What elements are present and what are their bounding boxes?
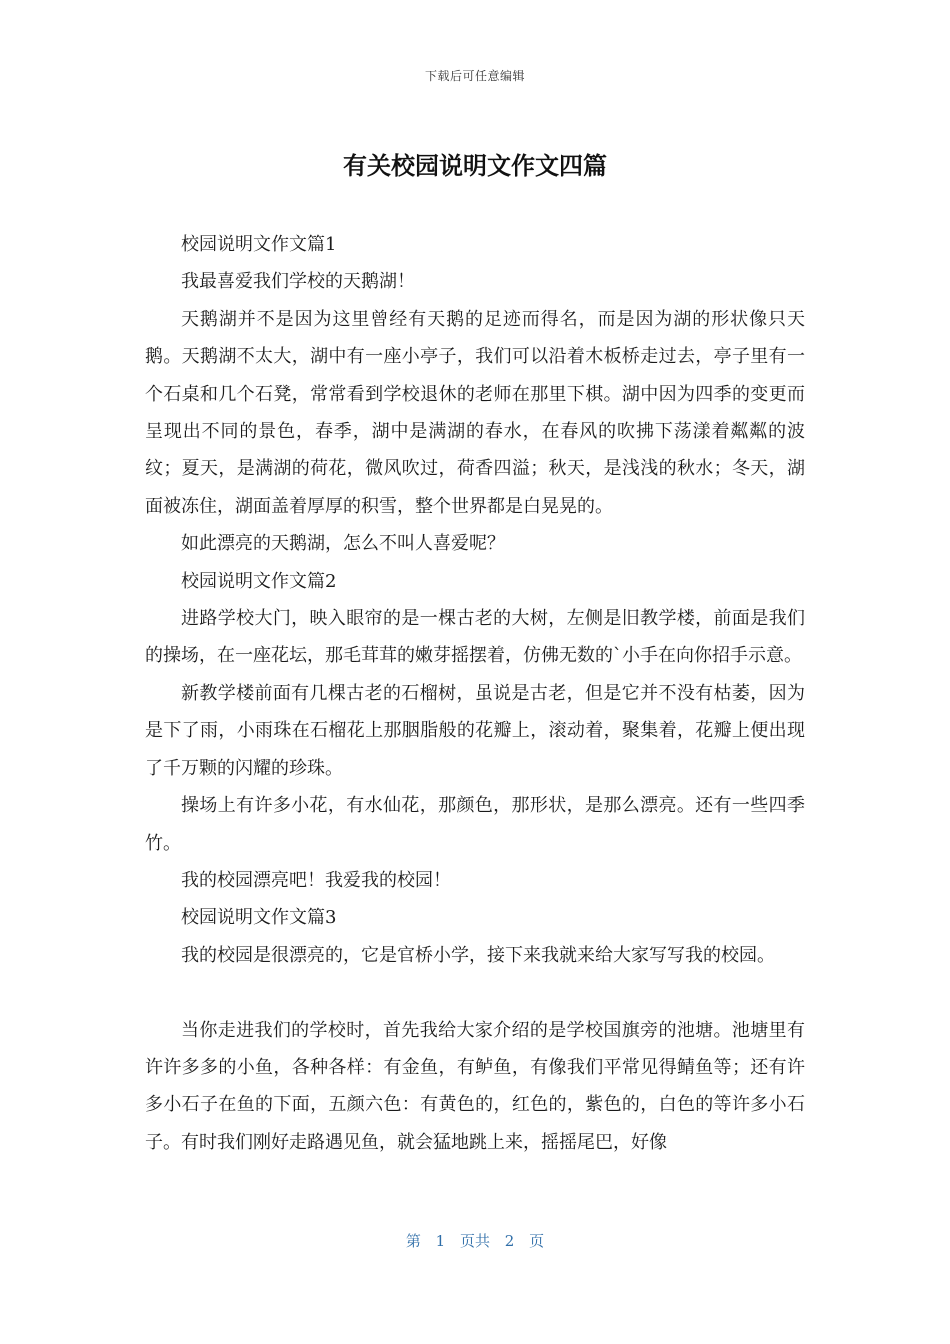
paragraph: 天鹅湖并不是因为这里曾经有天鹅的足迹而得名，而是因为湖的形状像只天鹅。天鹅湖不太大，湖中有一座小亭子，我们可以沿着木板桥走过去，亭子里有一个石桌和几个石凳，常常看到学校退休的老师在那里下棋。湖中因为四季的变更而呈现出不同的景色，春季，湖中是满湖的春水，在春风的吹拂下荡漾着粼粼的波纹；夏天，是满湖的荷花，微风吹过，荷香四溢；秋天，是浅浅的秋水；冬天，湖面被冻住，湖面盖着厚厚的积雪，整个世界都是白晃晃的。 <box>145 308 805 517</box>
header-note: 下载后可任意编辑 <box>424 69 525 83</box>
document-body <box>145 226 805 1161</box>
section-heading-1: 校园说明文作文篇1 <box>181 234 337 255</box>
paragraph: 如此漂亮的天鹅湖，怎么不叫人喜爱呢？ <box>181 533 505 555</box>
paragraph: 进路学校大门，映入眼帘的是一棵古老的大树，左侧是旧教学楼，前面是我们的操场，在一座花坛，那毛茸茸的嫩芽摇摆着，仿佛无数的`小手在向你招手示意。 <box>145 608 805 667</box>
paragraph: 我的校园是很漂亮的，它是官桥小学，接下来我就来给大家写写我的校园。 <box>181 944 775 966</box>
section-heading-2: 校园说明文作文篇2 <box>181 570 337 592</box>
document-title: 有关校园说明文作文四篇 <box>343 152 607 180</box>
section-heading-3: 校园说明文作文篇3 <box>181 907 337 929</box>
paragraph: 我的校园漂亮吧！我爱我的校园！ <box>181 869 451 891</box>
paragraph: 我最喜爱我们学校的天鹅湖！ <box>181 271 415 293</box>
paragraph: 操场上有许多小花，有水仙花，那颜色，那形状，是那么漂亮。还有一些四季竹。 <box>145 795 805 854</box>
page-number: 第 1 页共 2 页 <box>405 1232 545 1250</box>
paragraph: 新教学楼前面有几棵古老的石榴树，虽说是古老，但是它并不没有枯萎，因为是下了雨，小雨珠在石榴花上那胭脂般的花瓣上，滚动着，聚集着，花瓣上便出现了千万颗的闪耀的珍珠。 <box>145 682 805 779</box>
paragraph: 当你走进我们的学校时，首先我给大家介绍的是学校国旗旁的池塘。池塘里有许许多多的小鱼，各种各样：有金鱼，有鲈鱼，有像我们平常见得鲭鱼等；还有许多小石子在鱼的下面，五颜六色：有黄色的，红色的，紫色的，白色的等许多小石子。有时我们刚好走路遇见鱼，就会猛地跳上来，摇摇尾巴，好像 <box>145 1019 805 1153</box>
